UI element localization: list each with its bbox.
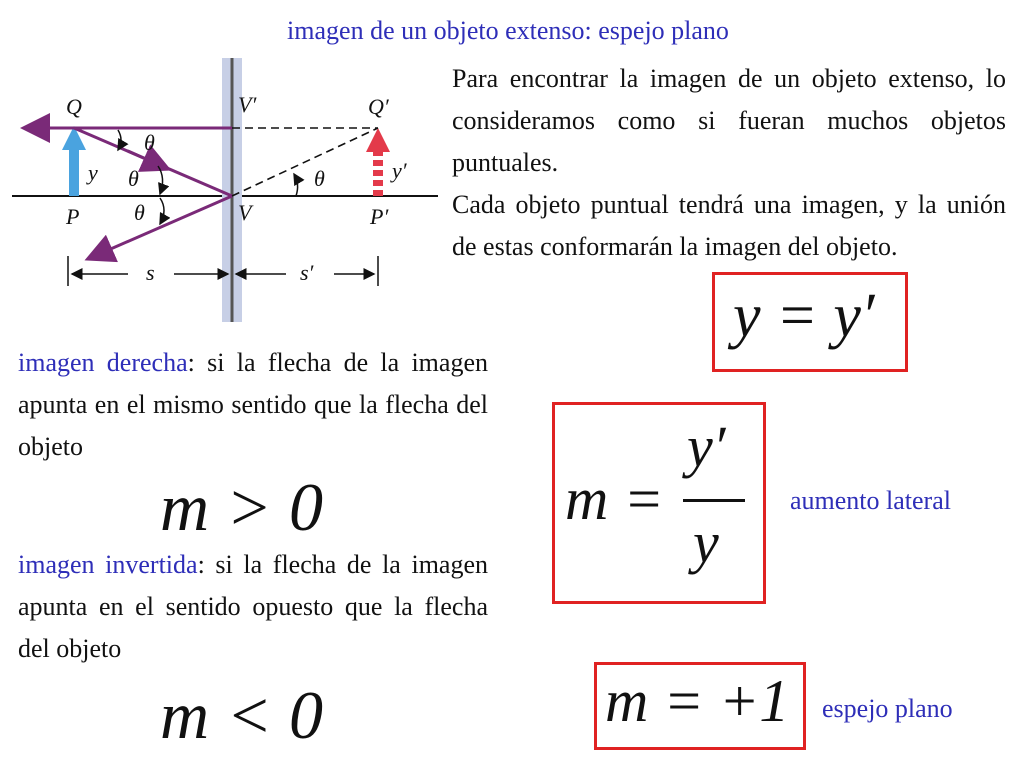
invertida-term: imagen invertida <box>18 550 198 579</box>
derecha-term: imagen derecha <box>18 348 188 377</box>
fraction-bar <box>683 499 745 502</box>
label-s-prime: s′ <box>300 260 314 285</box>
intro-paragraph-2: Cada objeto puntual tendrá una imagen, y la unión de estas conformarán la imagen del objeto. <box>452 190 1006 261</box>
magnification-lhs: m = <box>565 466 664 532</box>
intro-paragraph-1: Para encontrar la imagen de un objeto extenso, lo consideramos como si fueran muchos objetos puntuales. <box>452 64 1006 177</box>
label-theta-4: θ <box>314 166 325 191</box>
invertida-description <box>18 544 488 670</box>
ray-reflected <box>90 196 232 258</box>
object-arrow-shaft <box>69 148 79 196</box>
condition-m-positive: m > 0 <box>160 469 323 545</box>
equation-box-magnification <box>552 402 766 604</box>
equation-height: y = y′ <box>733 282 875 350</box>
label-y-prime: y′ <box>392 158 407 183</box>
angle-arc-2 <box>158 166 163 194</box>
label-V-prime: V′ <box>238 92 257 117</box>
image-arrow-head <box>366 128 390 152</box>
label-s: s <box>146 260 155 285</box>
angle-arc-4 <box>294 174 298 196</box>
label-theta-2: θ <box>128 166 139 191</box>
magnification-numerator: y′ <box>687 414 726 479</box>
label-theta-1: θ <box>144 130 155 155</box>
label-Q: Q <box>66 94 82 119</box>
label-V: V <box>238 200 252 225</box>
equation-box-height <box>712 272 908 372</box>
angle-arc-3 <box>160 198 164 224</box>
label-y: y <box>88 160 98 185</box>
label-espejo-plano: espejo plano <box>822 694 953 723</box>
label-Q-prime: Q′ <box>368 94 389 119</box>
label-P: P <box>66 204 80 229</box>
magnification-denominator: y <box>693 510 719 575</box>
equation-plane-mirror: m = +1 <box>605 668 790 734</box>
plane-mirror-diagram <box>8 58 438 328</box>
slide-title: imagen de un objeto extenso: espejo plano <box>287 16 729 45</box>
condition-m-negative: m < 0 <box>160 677 323 753</box>
label-theta-3: θ <box>134 200 145 225</box>
label-aumento-lateral: aumento lateral <box>790 486 951 515</box>
derecha-text: : si la flecha de la imagen apunta en el mismo sentido que la flecha del objeto <box>18 348 488 461</box>
label-P-prime: P′ <box>370 204 389 229</box>
invertida-text: : si la flecha de la imagen apunta en el sentido opuesto que la flecha del objeto <box>18 550 489 663</box>
equation-box-plane-mirror <box>594 662 806 750</box>
virtual-ray-diag <box>232 128 378 196</box>
derecha-description <box>18 342 488 468</box>
